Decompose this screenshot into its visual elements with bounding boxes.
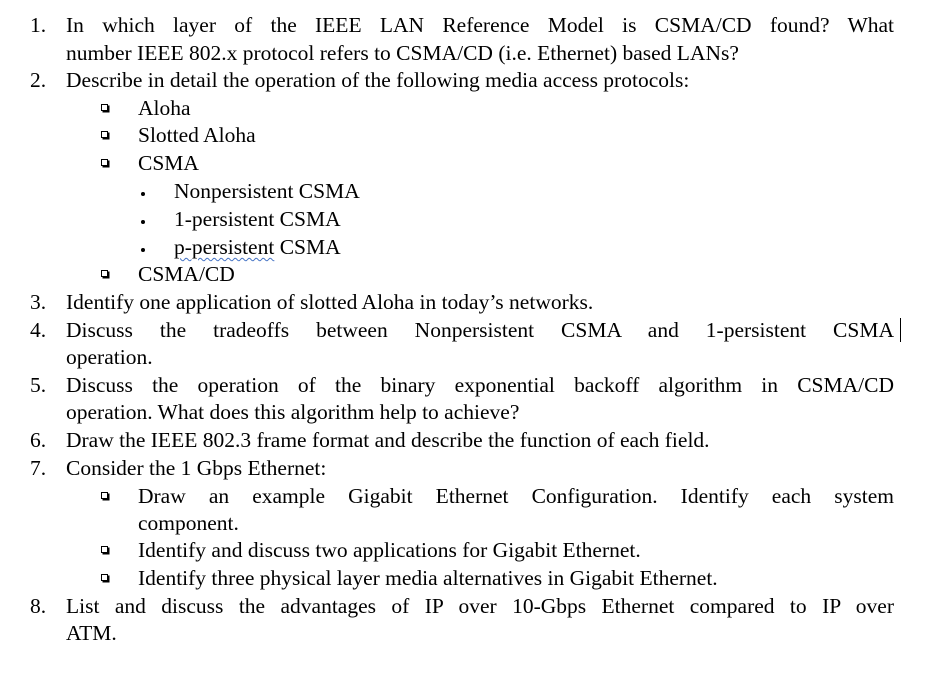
csma-variant-nonpersistent: Nonpersistent CSMA [174,179,360,203]
q7-item-3: Identify three physical layer media alternatives in Gigabit Ethernet. [138,566,718,590]
square-bullet-icon [101,546,108,553]
square-bullet-icon [101,574,108,581]
spellcheck-underlined-word: p-persistent [174,235,275,259]
q2-item-slotted-aloha: Slotted Aloha [138,123,256,147]
round-bullet-icon [141,220,145,224]
q7-item-1-line-1: Draw an example Gigabit Ethernet Configuration. Identify each system [138,484,894,508]
question-1-line-2: number IEEE 802.x protocol refers to CSMA/CD (i.e. Ethernet) based LANs? [66,41,739,65]
question-7-line-1: Consider the 1 Gbps Ethernet: [66,456,327,480]
question-1-number: 1. [30,13,47,37]
question-5-number: 5. [30,373,47,397]
square-bullet-icon [101,131,108,138]
round-bullet-icon [141,192,145,196]
question-2-line-1: Describe in detail the operation of the following media access protocols: [66,68,690,92]
text-cursor [900,318,901,342]
q2-item-aloha: Aloha [138,96,191,120]
question-8-line-1: List and discuss the advantages of IP over 10-Gbps Ethernet compared to IP over [66,594,894,618]
question-7-number: 7. [30,456,47,480]
square-bullet-icon [101,159,108,166]
question-8-line-2: ATM. [66,621,117,645]
csma-variant-p-persistent-suffix: CSMA [279,235,341,259]
question-8-number: 8. [30,594,47,618]
question-6-line-1: Draw the IEEE 802.3 frame format and describe the function of each field. [66,428,710,452]
question-5-line-1: Discuss the operation of the binary exponential backoff algorithm in CSMA/CD [66,373,894,397]
question-4-line-2: operation. [66,345,153,369]
q7-item-1-line-2: component. [138,511,239,535]
q2-item-csma-cd: CSMA/CD [138,262,235,286]
q2-item-csma: CSMA [138,151,199,175]
question-6-number: 6. [30,428,47,452]
square-bullet-icon [101,492,108,499]
question-3-number: 3. [30,290,47,314]
question-5-line-2: operation. What does this algorithm help to achieve? [66,400,520,424]
question-1-line-1: In which layer of the IEEE LAN Reference Model is CSMA/CD found? What [66,13,894,37]
square-bullet-icon [101,104,108,111]
question-2-number: 2. [30,68,47,92]
round-bullet-icon [141,248,145,252]
question-4-number: 4. [30,318,47,342]
question-4-line-1: Discuss the tradeoffs between Nonpersistent CSMA and 1-persistent CSMA [66,318,894,342]
q7-item-2: Identify and discuss two applications for Gigabit Ethernet. [138,538,641,562]
square-bullet-icon [101,270,108,277]
csma-variant-1-persistent: 1-persistent CSMA [174,207,341,231]
question-3-line-1: Identify one application of slotted Aloha in today’s networks. [66,290,594,314]
csma-variant-p-persistent [174,234,341,261]
